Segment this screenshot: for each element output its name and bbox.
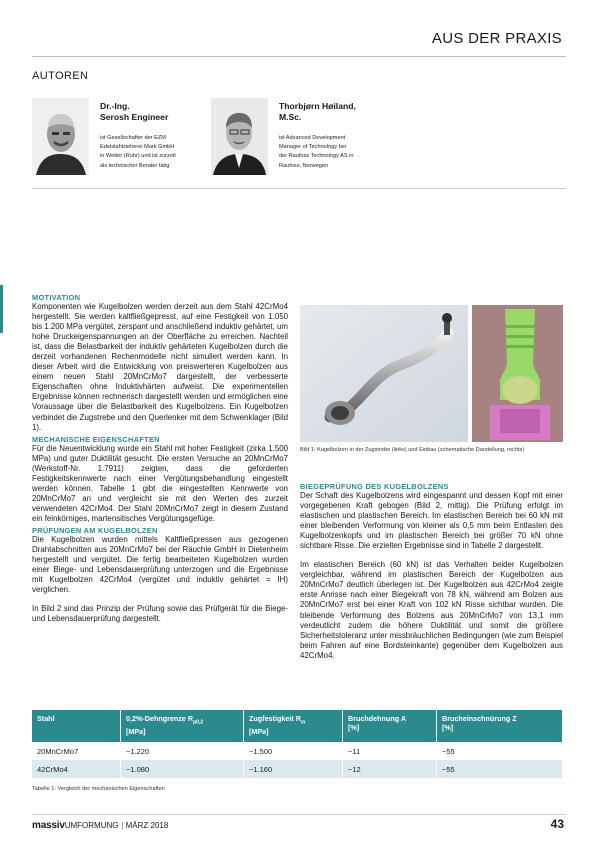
authors-label: AUTOREN [32, 70, 89, 82]
table-cell: ~12 [343, 760, 437, 778]
footer-divider [32, 814, 566, 815]
table-cell: ~55 [437, 742, 563, 760]
table-cell: 20MnCrMo7 [32, 742, 121, 760]
motivation-text: Komponenten wie Kugelbolzen werden derzeit aus dem Stahl 42CrMo4 hergestellt. Sie werden kaltfließgepresst, auf eine Festigkeit von 1.050 bis 1.200 MPa vergütet, zerspant und anschließend induktiv gehärtet, um hohe Druckeigenspannungen an der Oberfläche zu erreichen. Nachteil ist, dass die Belastbarkeit der induktiv gehärteten Kugelbolzen durch die derzeit vorhandenen Rechenmodelle nicht simuliert werden kann. In dieser Arbeit wird die Entwicklung von preiswerteren Kugelbolzen aus einem neuen Stahl 20MnCrMo7 dargestellt, der verbesserte Eigenschaften ohne Induktivhärten aufweist. Die experimentellen Ergebnisse können rechnerisch dargestellt werden und ermöglichen eine Voraussage über die Belastbarkeit des Kugelbolzens. Ein Kugelbolzen verbindet die Zugstrebe und den Querlenker mit dem Schwenklager (Bild 1). [32, 302, 288, 432]
table-cell: ~11 [343, 742, 437, 760]
mechanical-text: Für die Neuentwicklung wurde ein Stahl mit hoher Festigkeit (zirka 1.500 MPa) und guter Duktilität gesucht. Die ersten Versuche an 20MnCrMo7 (Werkstoff-Nr. 1.7911) zeigten, dass die geforderten Festigkeitskennwerte nach einer Vergütungsbehandlung eingestellt werden können. Tabelle 1 gibt die eingestellten Kennwerte von 20MnCrMo7 an und vergleicht sie mit den Werten des zurzeit verwendeten 42CrMo4. Der Stahl 20MnCrMo7 zeigt in diesem Zustand ein feinkörniges, martensitisches Vergütungsgefüge. [32, 443, 288, 523]
author-bio-1: ist Gesellschafter der EZM Edelstahlzieherei Mark GmbH in Wetter (Ruhr) und ist zurzeit als technischer Berater tätig [100, 135, 176, 169]
left-column [32, 293, 288, 624]
author-name-1: Dr.-Ing. Serosh Engineer [100, 101, 169, 122]
table-cell: ~1.160 [244, 760, 343, 778]
heading-bending: BIEGEPRÜFUNG DES KUGELBOLZENS [300, 482, 449, 491]
table-cell: ~1.220 [121, 742, 244, 760]
author-photo-2 [211, 98, 268, 175]
table-cell: ~55 [437, 760, 563, 778]
table-cell: 42CrMo4 [32, 760, 121, 778]
table-header: Stahl [32, 710, 121, 742]
figure-caption: Bild 1: Kugelbolzen in der Zugstrebe (links) und Einbau (schematische Darstellung, rechts) [300, 447, 525, 453]
margin-marker [0, 285, 3, 333]
table-header: 0,2%-Dehngrenze $R_{p0,2}$ [MPa] [121, 710, 244, 742]
table-caption: Tabelle 1: Vergleich der mechanischen Eigenschaften [32, 786, 165, 792]
table-cell: ~1.500 [244, 742, 343, 760]
brand-rest: UMFORMUNG [64, 821, 119, 830]
heading-motivation: MOTIVATION [32, 293, 81, 302]
table-header: Bruchdehnung A [%] [343, 710, 437, 742]
bending-text: Der Schaft des Kugelbolzens wird eingespannt und dessen Kopf mit einer vorgegebenen Kraft gebogen (Bild 2, mittig). Die Prüfung erfolgt im elastischen und plastischen Bereich. Im elastischen Bereich bei 60 kN mit einer bleibenden Verformung von kleiner als 0,5 mm beim Entlasten des Kugelbolzenkopfs und im plastischen Bereich bei größer 70 kN ohne sichtbare Risse. Die erzielten Ergebnisse sind in Tabelle 2 dargestellt. Im elastischen Bereich (60 kN) ist das Verhalten beider Kugelbolzen vergleichbar, während im plastischen Bereich der Kugelbolzen aus 20MnCrMo7 deutlich überlegen ist. Der Kugelbolzen aus 42CrMo4 zeigte erste Anrisse nach einer Biegekraft von 78 kN, während am Bolzen aus 20MnCrMo7 erst bei einer Kraft von 102 kN Risse sichtbar wurden. Die bleibende Verformung des Bolzens aus 20MnCrMo7 von 13,1 mm verdeutlicht zudem die höhere Duktilität und somit die größere Sicherheitstoleranz unter missbräuchlichen Bedingungen (wie zum Beispiel beim Fahren auf eine Bordsteinkante) gegenüber dem Kugelbolzen aus 42CrMo4. [300, 491, 563, 660]
table-header: Brucheinschnürung Z [%] [437, 710, 563, 742]
author-name-2: Thorbjørn Høiland, M.Sc. [279, 101, 356, 122]
table-row [32, 760, 562, 778]
figure-1 [300, 305, 563, 442]
page-number: 43 [550, 817, 564, 831]
table-header-row [32, 710, 562, 742]
brand-bold: massiv [32, 820, 65, 831]
tests-text: Die Kugelbolzen wurden mittels Kaltfließpressen aus gezogenen Drahtabschnitten aus 20MnCrMo7 bei der Räuchle GmbH in Dietenheim hergestellt und vergütet. Die fertig bearbeiteten Kugelbolzen wurden einer Biege- und Lebensdauerprüfung unterzogen und die Ergebnisse mit Kugelbolzen 42CrMo4 (vergütet und induktiv gehärtet = IH) verglichen. In Bild 2 sind das Prinzip der Prüfung sowie das Prüfgerät für die Biege- und Lebensdauerprüfung dargestellt. [32, 534, 288, 624]
authors-divider [32, 188, 566, 189]
header-divider [32, 56, 566, 57]
table-header: Zugfestigkeit $R_m$ [MPa] [244, 710, 343, 742]
heading-tests: PRÜFUNGEN AM KUGELBOLZEN [32, 525, 158, 535]
table-cell: ~1.080 [121, 760, 244, 778]
author-photo-1 [32, 98, 89, 175]
author-bio-2: ist Advanced Development Manager of Technology bei der Raufoss Technology AS in Raufoss, Norwegen [279, 135, 354, 169]
heading-mechanical: MECHANISCHE EIGENSCHAFTEN [32, 434, 160, 444]
section-title: AUS DER PRAXIS [431, 30, 562, 47]
table-row [32, 742, 562, 760]
issue-date: MÄRZ 2018 [125, 821, 169, 830]
right-column [300, 482, 563, 661]
footer-brand: massivUMFORMUNG | MÄRZ 2018 [32, 820, 169, 831]
properties-table [32, 710, 562, 778]
